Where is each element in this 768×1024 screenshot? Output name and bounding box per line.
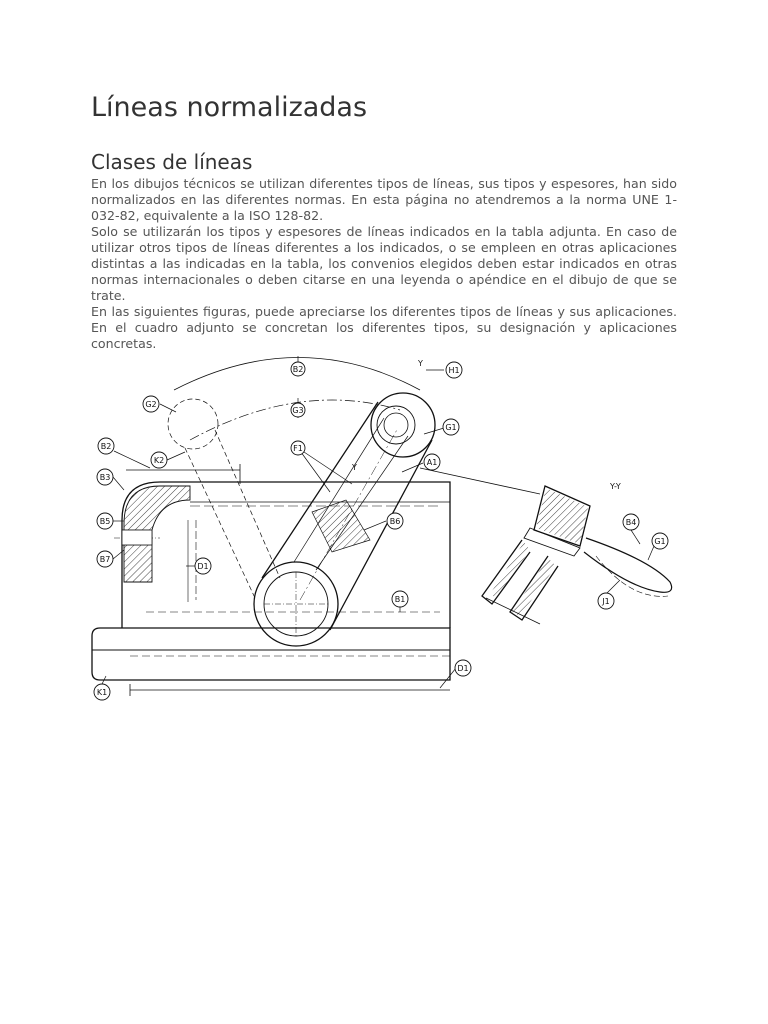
label-g2 — [143, 396, 159, 412]
label-b1 — [392, 591, 408, 607]
label-b3 — [97, 469, 113, 485]
svg-text:B2: B2 — [292, 365, 304, 374]
svg-text:K2: K2 — [153, 456, 165, 465]
label-d1-bottom — [455, 660, 471, 676]
paragraph-2: Solo se utilizarán los tipos y espesores de líneas indicados en la tabla adjunta. En caso de utilizar otros tipos de líneas diferentes a los indicados, o se empleen en otras aplicaciones distintas a las indicadas en la tabla, los convenios elegidos deben estar indicados en otras normas internacionales o deben citarse en una leyenda o apéndice en el dibujo de que se trate. — [91, 224, 677, 303]
svg-text:B4: B4 — [625, 518, 637, 527]
label-d1-mid — [195, 558, 211, 574]
svg-text:F1: F1 — [293, 444, 303, 453]
handle-hatch-1 — [536, 488, 588, 544]
svg-text:B2: B2 — [100, 442, 112, 451]
handle-hatch-2 — [490, 542, 530, 598]
svg-text:G1: G1 — [654, 537, 666, 546]
label-g1-right — [652, 533, 668, 549]
svg-text:G3: G3 — [292, 406, 304, 415]
label-y-top: Y — [418, 359, 423, 368]
svg-text:B1: B1 — [394, 595, 406, 604]
label-b7 — [97, 551, 113, 567]
label-g1 — [443, 419, 459, 435]
label-k2 — [151, 452, 167, 468]
paragraph-3: En las siguientes figuras, puede apreciarse los diferentes tipos de líneas y sus aplicaciones. En el cuadro adjunto se concretan los diferentes tipos, su designación y aplicaciones concretas. — [91, 304, 677, 351]
svg-text:G1: G1 — [445, 423, 457, 432]
svg-text:B5: B5 — [99, 517, 111, 526]
label-b2-top — [291, 362, 305, 376]
arm-hatch — [312, 500, 370, 552]
label-b4 — [623, 514, 639, 530]
label-y-mid: Y — [352, 463, 357, 472]
svg-text:B6: B6 — [389, 517, 401, 526]
technical-drawing-figure — [88, 352, 688, 704]
label-a1 — [424, 454, 440, 470]
label-g3 — [291, 403, 305, 417]
label-f1 — [291, 441, 305, 455]
section-title: Clases de líneas — [91, 150, 253, 174]
svg-text:A1: A1 — [426, 458, 438, 467]
svg-text:D1: D1 — [197, 562, 209, 571]
label-b5 — [97, 513, 113, 529]
label-section-yy: Y-Y — [610, 482, 621, 491]
label-b6 — [387, 513, 403, 529]
page-title: Líneas normalizadas — [91, 92, 368, 123]
svg-text:B7: B7 — [99, 555, 111, 564]
label-h1 — [446, 362, 462, 378]
svg-text:B3: B3 — [99, 473, 111, 482]
svg-text:D1: D1 — [457, 664, 469, 673]
base-plate-outline — [92, 628, 450, 680]
label-j1 — [598, 593, 614, 609]
svg-text:K1: K1 — [96, 688, 108, 697]
label-b2-left — [98, 438, 114, 454]
svg-text:H1: H1 — [448, 366, 460, 375]
paragraph-1: En los dibujos técnicos se utilizan diferentes tipos de líneas, sus tipos y espesores, han sido normalizados en las diferentes normas. En esta página no atendremos a la norma UNE 1-032-82, equivalente a la ISO 128-82. — [91, 176, 677, 223]
svg-text:J1: J1 — [602, 597, 610, 606]
body-text — [91, 176, 677, 352]
svg-text:G2: G2 — [145, 400, 157, 409]
label-k1 — [94, 684, 110, 700]
